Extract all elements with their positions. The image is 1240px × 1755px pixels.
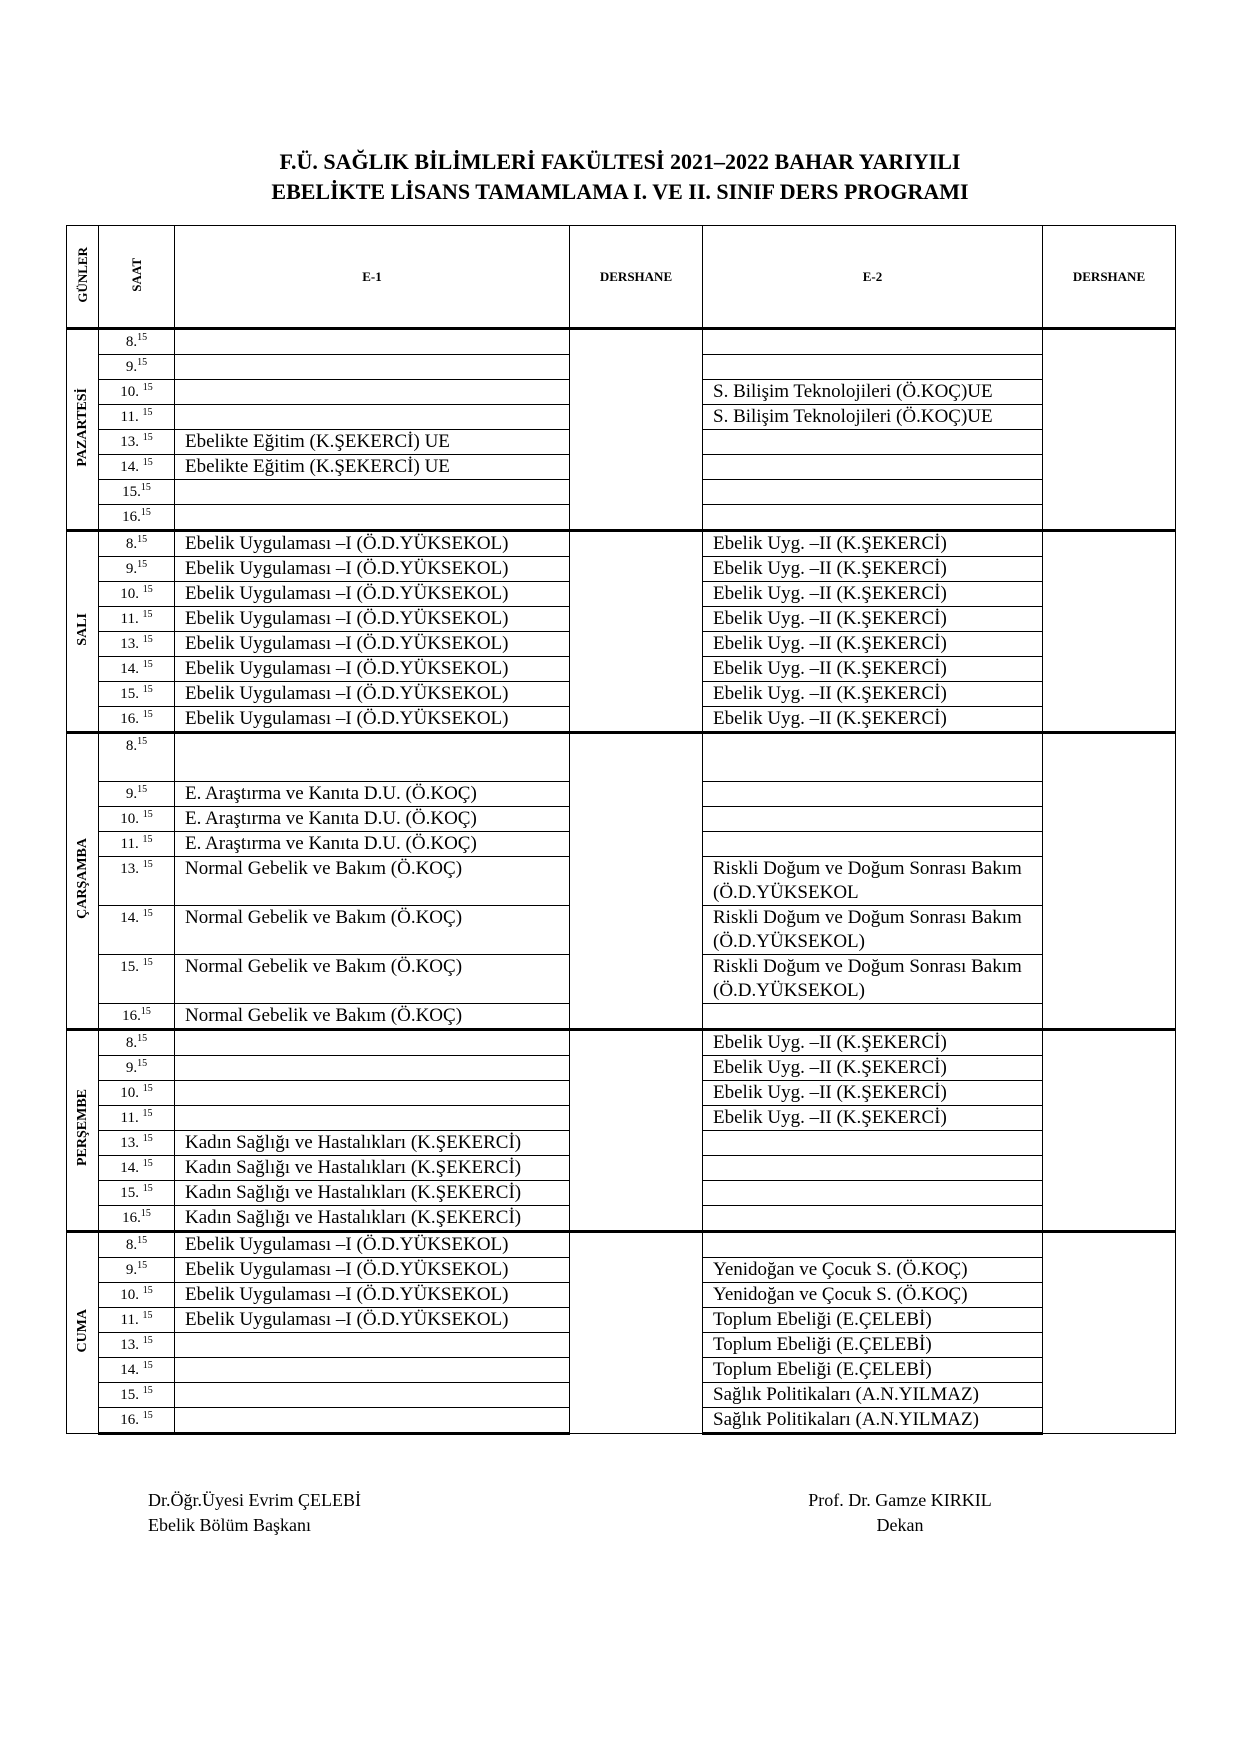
course-cell-e2: Ebelik Uyg. –II (K.ŞEKERCİ)	[703, 607, 1043, 632]
time-cell	[99, 1308, 175, 1333]
course-cell-e1: Normal Gebelik ve Bakım (Ö.KOÇ)	[175, 955, 570, 1004]
day-cell	[67, 733, 99, 1030]
time-hour: 13.	[120, 1337, 143, 1353]
course-cell-e1: Kadın Sağlığı ve Hastalıkları (K.ŞEKERCİ)	[175, 1181, 570, 1206]
time-cell	[99, 531, 175, 557]
table-row	[67, 531, 1176, 557]
time-minute: 15	[142, 634, 153, 645]
time-cell	[99, 329, 175, 355]
course-cell-e2: Riskli Doğum ve Doğum Sonrası Bakım (Ö.D.YÜKSEKOL	[703, 857, 1043, 906]
time-hour: 9.	[125, 786, 138, 802]
course-cell-e2: Ebelik Uyg. –II (K.ŞEKERCİ)	[703, 682, 1043, 707]
course-cell-e2	[703, 782, 1043, 807]
dershane-cell-e1	[570, 1232, 703, 1434]
time-minute: 15	[137, 1235, 148, 1246]
time-hour: 14.	[120, 1362, 143, 1378]
time-cell	[99, 505, 175, 531]
course-cell-e1: Normal Gebelik ve Bakım (Ö.KOÇ)	[175, 906, 570, 955]
day-group	[67, 329, 1176, 531]
time-minute: 15	[137, 559, 148, 570]
time-minute: 15	[142, 1410, 153, 1421]
course-cell-e1	[175, 380, 570, 405]
day-cell	[67, 329, 99, 531]
header-gunler-label: GÜNLER	[74, 246, 90, 303]
course-cell-e2: Ebelik Uyg. –II (K.ŞEKERCİ)	[703, 1030, 1043, 1056]
course-cell-e1: E. Araştırma ve Kanıta D.U. (Ö.KOÇ)	[175, 832, 570, 857]
signature-right	[700, 1488, 1100, 1538]
time-minute: 15	[137, 784, 148, 795]
time-minute: 15	[142, 1360, 153, 1371]
time-hour: 14.	[120, 661, 143, 677]
time-minute: 15	[142, 1285, 153, 1296]
time-hour: 16.	[122, 1210, 141, 1226]
time-cell	[99, 1106, 175, 1131]
time-hour: 9.	[125, 359, 138, 375]
dershane-cell-e1	[570, 329, 703, 531]
course-cell-e1: Kadın Sağlığı ve Hastalıkları (K.ŞEKERCİ)	[175, 1156, 570, 1181]
time-hour: 8.	[125, 738, 138, 754]
time-hour: 14.	[120, 910, 143, 926]
signature-left-name: Dr.Öğr.Üyesi Evrim ÇELEBİ	[148, 1490, 361, 1510]
time-minute: 15	[142, 1158, 153, 1169]
course-cell-e2	[703, 1131, 1043, 1156]
schedule-table	[66, 225, 1176, 1435]
course-cell-e1: Ebelikte Eğitim (K.ŞEKERCİ) UE	[175, 430, 570, 455]
course-cell-e2: Ebelik Uyg. –II (K.ŞEKERCİ)	[703, 531, 1043, 557]
time-cell	[99, 557, 175, 582]
dershane-cell-e2	[1043, 329, 1176, 531]
course-cell-e1: Ebelik Uygulaması –I (Ö.D.YÜKSEKOL)	[175, 657, 570, 682]
day-name: CUMA	[74, 1308, 90, 1353]
time-hour: 10.	[120, 384, 143, 400]
time-cell	[99, 782, 175, 807]
time-cell	[99, 1383, 175, 1408]
time-minute: 15	[140, 482, 151, 493]
course-cell-e1: Ebelik Uygulaması –I (Ö.D.YÜKSEKOL)	[175, 582, 570, 607]
time-cell	[99, 1081, 175, 1106]
course-cell-e2	[703, 355, 1043, 380]
time-cell	[99, 1258, 175, 1283]
time-cell	[99, 682, 175, 707]
time-minute: 15	[137, 1260, 148, 1271]
time-hour: 9.	[125, 1262, 138, 1278]
time-minute: 15	[142, 609, 153, 620]
course-cell-e1: Ebelik Uygulaması –I (Ö.D.YÜKSEKOL)	[175, 707, 570, 733]
time-cell	[99, 906, 175, 955]
course-cell-e2: Toplum Ebeliği (E.ÇELEBİ)	[703, 1358, 1043, 1383]
time-minute: 15	[142, 659, 153, 670]
time-minute: 15	[142, 1133, 153, 1144]
time-cell	[99, 832, 175, 857]
time-hour: 8.	[125, 1237, 138, 1253]
header-e1: E-1	[175, 226, 570, 329]
time-hour: 13.	[120, 861, 143, 877]
course-cell-e2: Toplum Ebeliği (E.ÇELEBİ)	[703, 1308, 1043, 1333]
course-cell-e2	[703, 329, 1043, 355]
time-minute: 15	[142, 684, 153, 695]
time-minute: 15	[137, 1033, 148, 1044]
time-hour: 16.	[122, 509, 141, 525]
course-cell-e1: Normal Gebelik ve Bakım (Ö.KOÇ)	[175, 857, 570, 906]
dershane-cell-e2	[1043, 531, 1176, 733]
time-hour: 16.	[122, 1008, 141, 1024]
course-cell-e1: Ebelikte Eğitim (K.ŞEKERCİ) UE	[175, 455, 570, 480]
time-hour: 10.	[120, 586, 143, 602]
course-cell-e2: Ebelik Uyg. –II (K.ŞEKERCİ)	[703, 657, 1043, 682]
time-cell	[99, 405, 175, 430]
course-cell-e2: S. Bilişim Teknolojileri (Ö.KOÇ)UE	[703, 380, 1043, 405]
time-cell	[99, 955, 175, 1004]
course-cell-e2: Riskli Doğum ve Doğum Sonrası Bakım (Ö.D.YÜKSEKOL)	[703, 955, 1043, 1004]
time-minute: 15	[142, 584, 153, 595]
dershane-cell-e2	[1043, 1232, 1176, 1434]
course-cell-e1	[175, 1106, 570, 1131]
course-cell-e2: Ebelik Uyg. –II (K.ŞEKERCİ)	[703, 1056, 1043, 1081]
course-cell-e2: S. Bilişim Teknolojileri (Ö.KOÇ)UE	[703, 405, 1043, 430]
course-cell-e2: Ebelik Uyg. –II (K.ŞEKERCİ)	[703, 582, 1043, 607]
time-hour: 13.	[120, 434, 143, 450]
signature-left-title: Ebelik Bölüm Başkanı	[148, 1515, 311, 1535]
day-name: PERŞEMBE	[74, 1089, 90, 1167]
time-hour: 11.	[120, 611, 143, 627]
time-hour: 8.	[125, 536, 138, 552]
time-minute: 15	[142, 407, 153, 418]
course-cell-e2	[703, 1181, 1043, 1206]
course-cell-e1: Ebelik Uygulaması –I (Ö.D.YÜKSEKOL)	[175, 682, 570, 707]
course-cell-e2: Sağlık Politikaları (A.N.YILMAZ)	[703, 1383, 1043, 1408]
time-cell	[99, 480, 175, 505]
time-cell	[99, 1408, 175, 1434]
time-minute: 15	[142, 1335, 153, 1346]
time-cell	[99, 455, 175, 480]
course-cell-e1	[175, 1081, 570, 1106]
course-cell-e1: E. Araştırma ve Kanıta D.U. (Ö.KOÇ)	[175, 782, 570, 807]
time-hour: 10.	[120, 1287, 143, 1303]
time-minute: 15	[142, 834, 153, 845]
course-cell-e2	[703, 505, 1043, 531]
course-cell-e2: Ebelik Uyg. –II (K.ŞEKERCİ)	[703, 557, 1043, 582]
time-cell	[99, 1030, 175, 1056]
course-cell-e1	[175, 1383, 570, 1408]
time-minute: 15	[142, 1385, 153, 1396]
day-name: ÇARŞAMBA	[74, 838, 90, 919]
course-cell-e2: Toplum Ebeliği (E.ÇELEBİ)	[703, 1333, 1043, 1358]
time-minute: 15	[142, 382, 153, 393]
time-hour: 10.	[120, 1085, 143, 1101]
course-cell-e2	[703, 1206, 1043, 1232]
header-saat	[99, 226, 175, 329]
time-minute: 15	[142, 1108, 153, 1119]
time-cell	[99, 582, 175, 607]
time-minute: 15	[137, 357, 148, 368]
time-minute: 15	[142, 432, 153, 443]
course-cell-e1	[175, 505, 570, 531]
day-group	[67, 1232, 1176, 1434]
course-cell-e1	[175, 480, 570, 505]
time-hour: 15.	[120, 1387, 143, 1403]
course-cell-e1: Ebelik Uygulaması –I (Ö.D.YÜKSEKOL)	[175, 632, 570, 657]
time-cell	[99, 380, 175, 405]
time-cell	[99, 1156, 175, 1181]
time-cell	[99, 632, 175, 657]
dershane-cell-e2	[1043, 1030, 1176, 1232]
time-cell	[99, 1056, 175, 1081]
time-hour: 9.	[125, 561, 138, 577]
time-minute: 15	[142, 957, 153, 968]
time-hour: 14.	[120, 1160, 143, 1176]
course-cell-e2: Ebelik Uyg. –II (K.ŞEKERCİ)	[703, 707, 1043, 733]
day-group	[67, 1030, 1176, 1232]
course-cell-e1	[175, 1030, 570, 1056]
time-cell	[99, 355, 175, 380]
page-title-line-1: F.Ü. SAĞLIK BİLİMLERİ FAKÜLTESİ 2021–2022 BAHAR YARIYILI	[279, 149, 961, 174]
time-hour: 11.	[120, 1110, 143, 1126]
time-minute: 15	[137, 736, 148, 747]
page-title-line-2: EBELİKTE LİSANS TAMAMLAMA I. VE II. SINIF DERS PROGRAMI	[271, 179, 969, 204]
table-row	[67, 733, 1176, 782]
time-cell	[99, 657, 175, 682]
time-hour: 14.	[120, 459, 143, 475]
signature-right-title: Dekan	[876, 1515, 924, 1535]
time-minute: 15	[140, 1006, 151, 1017]
course-cell-e1	[175, 355, 570, 380]
time-hour: 16.	[120, 1412, 143, 1428]
time-cell	[99, 1358, 175, 1383]
course-cell-e1: Ebelik Uygulaması –I (Ö.D.YÜKSEKOL)	[175, 1283, 570, 1308]
time-minute: 15	[142, 457, 153, 468]
time-cell	[99, 707, 175, 733]
header-e2: E-2	[703, 226, 1043, 329]
course-cell-e2	[703, 832, 1043, 857]
time-minute: 15	[142, 809, 153, 820]
dershane-cell-e2	[1043, 733, 1176, 1030]
time-cell	[99, 1333, 175, 1358]
time-cell	[99, 1181, 175, 1206]
time-cell	[99, 857, 175, 906]
signature-left	[148, 1488, 361, 1538]
time-hour: 15.	[120, 959, 143, 975]
course-cell-e2	[703, 430, 1043, 455]
time-hour: 11.	[120, 836, 143, 852]
table-header-row	[67, 226, 1176, 329]
time-minute: 15	[137, 1058, 148, 1069]
table-row	[67, 1030, 1176, 1056]
header-dershane-2: DERSHANE	[1043, 226, 1176, 329]
course-cell-e1: Kadın Sağlığı ve Hastalıkları (K.ŞEKERCİ)	[175, 1131, 570, 1156]
day-cell	[67, 1232, 99, 1434]
time-hour: 11.	[120, 409, 143, 425]
time-minute: 15	[142, 908, 153, 919]
course-cell-e2	[703, 1156, 1043, 1181]
day-group	[67, 531, 1176, 733]
course-cell-e1: Ebelik Uygulaması –I (Ö.D.YÜKSEKOL)	[175, 607, 570, 632]
time-minute: 15	[142, 1083, 153, 1094]
time-hour: 15.	[122, 484, 141, 500]
time-hour: 15.	[120, 686, 143, 702]
day-group	[67, 733, 1176, 1030]
course-cell-e2	[703, 455, 1043, 480]
time-minute: 15	[140, 507, 151, 518]
time-cell	[99, 733, 175, 782]
time-cell	[99, 1232, 175, 1258]
course-cell-e2: Ebelik Uyg. –II (K.ŞEKERCİ)	[703, 1106, 1043, 1131]
time-hour: 9.	[125, 1060, 138, 1076]
course-cell-e1	[175, 405, 570, 430]
course-cell-e1: Normal Gebelik ve Bakım (Ö.KOÇ)	[175, 1004, 570, 1030]
time-minute: 15	[137, 332, 148, 343]
course-cell-e2: Riskli Doğum ve Doğum Sonrası Bakım (Ö.D.YÜKSEKOL)	[703, 906, 1043, 955]
time-cell	[99, 807, 175, 832]
header-saat-label: SAAT	[128, 257, 144, 292]
time-cell	[99, 1206, 175, 1232]
course-cell-e1: Ebelik Uygulaması –I (Ö.D.YÜKSEKOL)	[175, 1308, 570, 1333]
time-minute: 15	[140, 1208, 151, 1219]
time-cell	[99, 1283, 175, 1308]
course-cell-e2: Sağlık Politikaları (A.N.YILMAZ)	[703, 1408, 1043, 1434]
dershane-cell-e1	[570, 733, 703, 1030]
header-gunler	[67, 226, 99, 329]
day-cell	[67, 1030, 99, 1232]
course-cell-e1	[175, 1056, 570, 1081]
course-cell-e1	[175, 329, 570, 355]
course-cell-e2	[703, 1004, 1043, 1030]
time-hour: 16.	[120, 711, 143, 727]
course-cell-e2	[703, 480, 1043, 505]
time-hour: 10.	[120, 811, 143, 827]
time-cell	[99, 607, 175, 632]
course-cell-e1: E. Araştırma ve Kanıta D.U. (Ö.KOÇ)	[175, 807, 570, 832]
table-row	[67, 1232, 1176, 1258]
course-cell-e1: Ebelik Uygulaması –I (Ö.D.YÜKSEKOL)	[175, 557, 570, 582]
time-hour: 15.	[120, 1185, 143, 1201]
course-cell-e2	[703, 807, 1043, 832]
time-cell	[99, 430, 175, 455]
time-cell	[99, 1004, 175, 1030]
time-minute: 15	[142, 1183, 153, 1194]
time-hour: 8.	[125, 1035, 138, 1051]
time-minute: 15	[142, 859, 153, 870]
course-cell-e1: Ebelik Uygulaması –I (Ö.D.YÜKSEKOL)	[175, 1258, 570, 1283]
time-hour: 13.	[120, 636, 143, 652]
dershane-cell-e1	[570, 531, 703, 733]
course-cell-e2: Yenidoğan ve Çocuk S. (Ö.KOÇ)	[703, 1283, 1043, 1308]
day-name: SALI	[74, 612, 90, 646]
time-minute: 15	[142, 1310, 153, 1321]
course-cell-e1	[175, 1333, 570, 1358]
day-cell	[67, 531, 99, 733]
time-hour: 8.	[125, 334, 138, 350]
course-cell-e2: Ebelik Uyg. –II (K.ŞEKERCİ)	[703, 632, 1043, 657]
table-row	[67, 329, 1176, 355]
course-cell-e2: Ebelik Uyg. –II (K.ŞEKERCİ)	[703, 1081, 1043, 1106]
course-cell-e1	[175, 1358, 570, 1383]
header-dershane-1: DERSHANE	[570, 226, 703, 329]
time-hour: 13.	[120, 1135, 143, 1151]
dershane-cell-e1	[570, 1030, 703, 1232]
course-cell-e1	[175, 1408, 570, 1434]
course-cell-e2	[703, 733, 1043, 782]
time-minute: 15	[142, 709, 153, 720]
signature-right-name: Prof. Dr. Gamze KIRKIL	[808, 1490, 992, 1510]
course-cell-e1: Ebelik Uygulaması –I (Ö.D.YÜKSEKOL)	[175, 531, 570, 557]
day-name: PAZARTESİ	[74, 387, 90, 467]
course-cell-e1: Ebelik Uygulaması –I (Ö.D.YÜKSEKOL)	[175, 1232, 570, 1258]
course-cell-e1: Kadın Sağlığı ve Hastalıkları (K.ŞEKERCİ)	[175, 1206, 570, 1232]
course-cell-e2	[703, 1232, 1043, 1258]
course-cell-e1	[175, 733, 570, 782]
time-cell	[99, 1131, 175, 1156]
time-hour: 11.	[120, 1312, 143, 1328]
time-minute: 15	[137, 534, 148, 545]
course-cell-e2: Yenidoğan ve Çocuk S. (Ö.KOÇ)	[703, 1258, 1043, 1283]
